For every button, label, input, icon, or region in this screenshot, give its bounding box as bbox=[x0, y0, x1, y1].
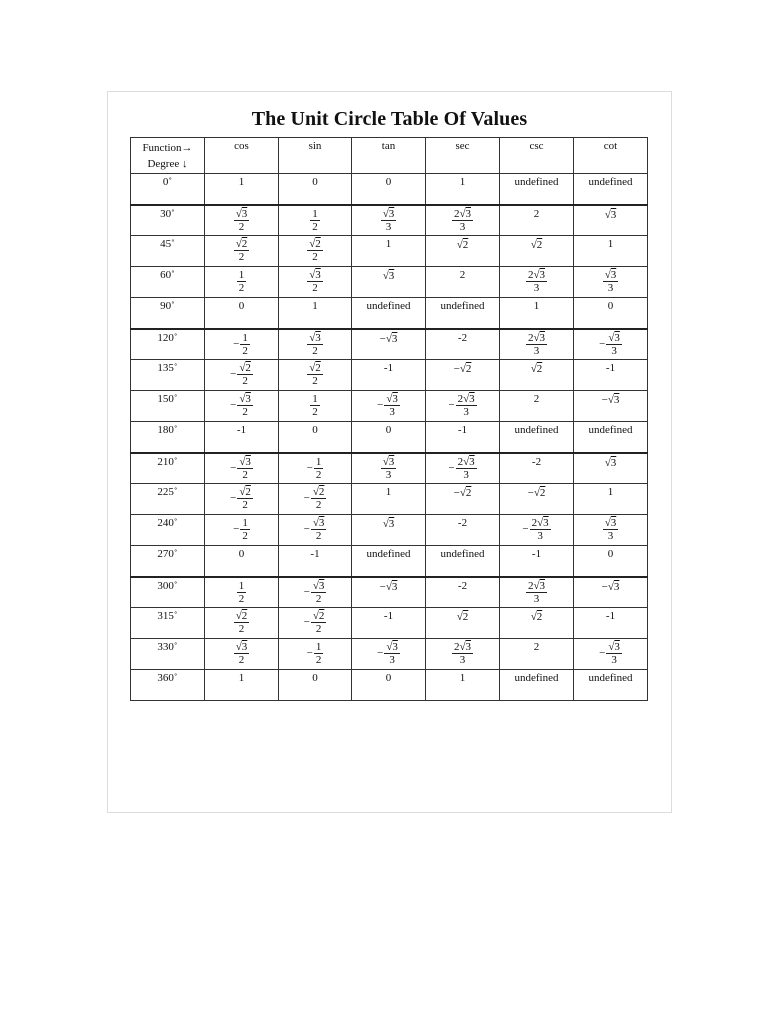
value-cell-cos: $\frac{1}{2}$ bbox=[205, 577, 279, 608]
value-cell-sin: -1 bbox=[279, 546, 352, 577]
table-row bbox=[131, 236, 648, 267]
degree-label: Degree ↓ bbox=[147, 158, 188, 170]
value-cell-sec: √ 2 bbox=[426, 608, 500, 639]
column-header-tan: tan bbox=[352, 138, 426, 174]
value-cell-cot: −√ 3 bbox=[574, 391, 648, 422]
value-cell-cot: −√ 3 bbox=[574, 577, 648, 608]
value-cell-sec: 2 bbox=[426, 267, 500, 298]
value-cell-cot: undefined bbox=[574, 670, 648, 701]
value-cell-csc: -1 bbox=[500, 546, 574, 577]
value-cell-cot: 0 bbox=[574, 298, 648, 329]
value-cell-cos: √ $\frac{3}{2}$ bbox=[205, 639, 279, 670]
value-cell-sin: √ $\frac{3}{2}$ bbox=[279, 329, 352, 360]
value-cell-csc: 2 bbox=[500, 205, 574, 236]
value-cell-cos: 1 bbox=[205, 174, 279, 205]
table-row bbox=[131, 298, 648, 329]
unit-circle-table bbox=[130, 137, 648, 701]
value-cell-cot: − √ $\frac{3}{3}$ bbox=[574, 639, 648, 670]
value-cell-cot: 1 bbox=[574, 236, 648, 267]
function-label: Function→ bbox=[142, 142, 193, 154]
degree-cell: 135˚ bbox=[131, 360, 205, 391]
value-cell-sec: undefined bbox=[426, 546, 500, 577]
value-cell-cos: 0 bbox=[205, 546, 279, 577]
degree-cell: 90˚ bbox=[131, 298, 205, 329]
value-cell-csc: -2 bbox=[500, 453, 574, 484]
value-cell-cot: undefined bbox=[574, 422, 648, 453]
value-cell-csc: $\frac{2√ 3}{3}$ bbox=[500, 329, 574, 360]
value-cell-cot: √ 3 bbox=[574, 453, 648, 484]
value-cell-cot: undefined bbox=[574, 174, 648, 205]
value-cell-sec: − $\frac{2√ 3}{3}$ bbox=[426, 453, 500, 484]
value-cell-cos: − √ $\frac{2}{2}$ bbox=[205, 360, 279, 391]
header-row bbox=[131, 138, 648, 174]
column-header-cos: cos bbox=[205, 138, 279, 174]
value-cell-csc: −√ 2 bbox=[500, 484, 574, 515]
degree-cell: 45˚ bbox=[131, 236, 205, 267]
table-row bbox=[131, 639, 648, 670]
value-cell-cos: √ $\frac{2}{2}$ bbox=[205, 608, 279, 639]
value-cell-cos: √ $\frac{2}{2}$ bbox=[205, 236, 279, 267]
degree-cell: 240˚ bbox=[131, 515, 205, 546]
table-body bbox=[131, 174, 648, 701]
value-cell-tan: √ $\frac{3}{3}$ bbox=[352, 453, 426, 484]
value-cell-sin: $\frac{1}{2}$ bbox=[279, 205, 352, 236]
degree-cell: 315˚ bbox=[131, 608, 205, 639]
column-header-cot: cot bbox=[574, 138, 648, 174]
value-cell-csc: $\frac{2√ 3}{3}$ bbox=[500, 577, 574, 608]
degree-cell: 210˚ bbox=[131, 453, 205, 484]
table-row bbox=[131, 453, 648, 484]
value-cell-tan: √ 3 bbox=[352, 515, 426, 546]
value-cell-csc: 2 bbox=[500, 639, 574, 670]
value-cell-sin: 0 bbox=[279, 670, 352, 701]
value-cell-sin: 0 bbox=[279, 174, 352, 205]
column-header-csc: csc bbox=[500, 138, 574, 174]
value-cell-cot: √ $\frac{3}{3}$ bbox=[574, 515, 648, 546]
table-row bbox=[131, 546, 648, 577]
value-cell-csc: undefined bbox=[500, 670, 574, 701]
value-cell-csc: $\frac{2√ 3}{3}$ bbox=[500, 267, 574, 298]
value-cell-cos: $\frac{1}{2}$ bbox=[205, 267, 279, 298]
value-cell-tan: √ 3 bbox=[352, 267, 426, 298]
value-cell-csc: √ 2 bbox=[500, 360, 574, 391]
value-cell-tan: − √ $\frac{3}{3}$ bbox=[352, 639, 426, 670]
value-cell-sec: $\frac{2√ 3}{3}$ bbox=[426, 205, 500, 236]
table-row bbox=[131, 670, 648, 701]
value-cell-cot: -1 bbox=[574, 608, 648, 639]
value-cell-sec: −√ 2 bbox=[426, 360, 500, 391]
value-cell-sin: − $\frac{1}{2}$ bbox=[279, 639, 352, 670]
value-cell-tan: undefined bbox=[352, 298, 426, 329]
value-cell-tan: 1 bbox=[352, 236, 426, 267]
value-cell-sec: −√ 2 bbox=[426, 484, 500, 515]
value-cell-tan: 1 bbox=[352, 484, 426, 515]
value-cell-sin: 1 bbox=[279, 298, 352, 329]
corner-header-cell bbox=[131, 138, 205, 174]
table-row bbox=[131, 422, 648, 453]
table-row bbox=[131, 267, 648, 298]
value-cell-cot: 1 bbox=[574, 484, 648, 515]
value-cell-cos: − $\frac{1}{2}$ bbox=[205, 515, 279, 546]
value-cell-sec: 1 bbox=[426, 670, 500, 701]
column-header-sin: sin bbox=[279, 138, 352, 174]
document-page bbox=[107, 91, 672, 813]
value-cell-tan: -1 bbox=[352, 360, 426, 391]
degree-cell: 120˚ bbox=[131, 329, 205, 360]
value-cell-cos: 1 bbox=[205, 670, 279, 701]
value-cell-csc: undefined bbox=[500, 422, 574, 453]
degree-cell: 225˚ bbox=[131, 484, 205, 515]
page-title: The Unit Circle Table Of Values bbox=[251, 108, 528, 130]
degree-cell: 0˚ bbox=[131, 174, 205, 205]
value-cell-sec: -2 bbox=[426, 577, 500, 608]
value-cell-sin: − √ $\frac{3}{2}$ bbox=[279, 577, 352, 608]
degree-cell: 330˚ bbox=[131, 639, 205, 670]
degree-cell: 270˚ bbox=[131, 546, 205, 577]
value-cell-tan: -1 bbox=[352, 608, 426, 639]
value-cell-sec: $\frac{2√ 3}{3}$ bbox=[426, 639, 500, 670]
value-cell-csc: √ 2 bbox=[500, 236, 574, 267]
value-cell-sec: -1 bbox=[426, 422, 500, 453]
value-cell-tan: 0 bbox=[352, 174, 426, 205]
value-cell-csc: undefined bbox=[500, 174, 574, 205]
value-cell-cos: − $\frac{1}{2}$ bbox=[205, 329, 279, 360]
value-cell-cot: − √ $\frac{3}{3}$ bbox=[574, 329, 648, 360]
value-cell-sin: 0 bbox=[279, 422, 352, 453]
value-cell-cot: 0 bbox=[574, 546, 648, 577]
table-row bbox=[131, 608, 648, 639]
value-cell-sin: − $\frac{1}{2}$ bbox=[279, 453, 352, 484]
value-cell-sec: 1 bbox=[426, 174, 500, 205]
value-cell-sin: √ $\frac{2}{2}$ bbox=[279, 236, 352, 267]
value-cell-tan: 0 bbox=[352, 670, 426, 701]
table-row bbox=[131, 515, 648, 546]
table-row bbox=[131, 360, 648, 391]
column-header-sec: sec bbox=[426, 138, 500, 174]
value-cell-tan: −√ 3 bbox=[352, 577, 426, 608]
value-cell-cos: − √ $\frac{3}{2}$ bbox=[205, 391, 279, 422]
value-cell-sin: √ $\frac{3}{2}$ bbox=[279, 267, 352, 298]
value-cell-cot: -1 bbox=[574, 360, 648, 391]
degree-cell: 150˚ bbox=[131, 391, 205, 422]
table-row bbox=[131, 577, 648, 608]
value-cell-tan: −√ 3 bbox=[352, 329, 426, 360]
value-cell-tan: − √ $\frac{3}{3}$ bbox=[352, 391, 426, 422]
degree-cell: 180˚ bbox=[131, 422, 205, 453]
value-cell-csc: − $\frac{2√ 3}{3}$ bbox=[500, 515, 574, 546]
degree-cell: 360˚ bbox=[131, 670, 205, 701]
value-cell-sin: √ $\frac{2}{2}$ bbox=[279, 360, 352, 391]
value-cell-tan: undefined bbox=[352, 546, 426, 577]
degree-cell: 30˚ bbox=[131, 205, 205, 236]
degree-cell: 300˚ bbox=[131, 577, 205, 608]
value-cell-tan: √ $\frac{3}{3}$ bbox=[352, 205, 426, 236]
value-cell-cos: − √ $\frac{3}{2}$ bbox=[205, 453, 279, 484]
value-cell-sin: − √ $\frac{3}{2}$ bbox=[279, 515, 352, 546]
value-cell-csc: 1 bbox=[500, 298, 574, 329]
degree-cell: 60˚ bbox=[131, 267, 205, 298]
value-cell-sec: undefined bbox=[426, 298, 500, 329]
value-cell-sec: √ 2 bbox=[426, 236, 500, 267]
value-cell-csc: 2 bbox=[500, 391, 574, 422]
value-cell-cos: 0 bbox=[205, 298, 279, 329]
table-row bbox=[131, 174, 648, 205]
value-cell-csc: √ 2 bbox=[500, 608, 574, 639]
value-cell-sin: − √ $\frac{2}{2}$ bbox=[279, 608, 352, 639]
value-cell-cos: − √ $\frac{2}{2}$ bbox=[205, 484, 279, 515]
value-cell-tan: 0 bbox=[352, 422, 426, 453]
value-cell-cot: √ 3 bbox=[574, 205, 648, 236]
value-cell-cot: √ $\frac{3}{3}$ bbox=[574, 267, 648, 298]
value-cell-sec: − $\frac{2√ 3}{3}$ bbox=[426, 391, 500, 422]
value-cell-cos: -1 bbox=[205, 422, 279, 453]
value-cell-sec: -2 bbox=[426, 515, 500, 546]
table-row bbox=[131, 391, 648, 422]
value-cell-cos: √ $\frac{3}{2}$ bbox=[205, 205, 279, 236]
value-cell-sin: − √ $\frac{2}{2}$ bbox=[279, 484, 352, 515]
value-cell-sin: $\frac{1}{2}$ bbox=[279, 391, 352, 422]
table-row bbox=[131, 329, 648, 360]
value-cell-sec: -2 bbox=[426, 329, 500, 360]
table-row bbox=[131, 205, 648, 236]
table-row bbox=[131, 484, 648, 515]
